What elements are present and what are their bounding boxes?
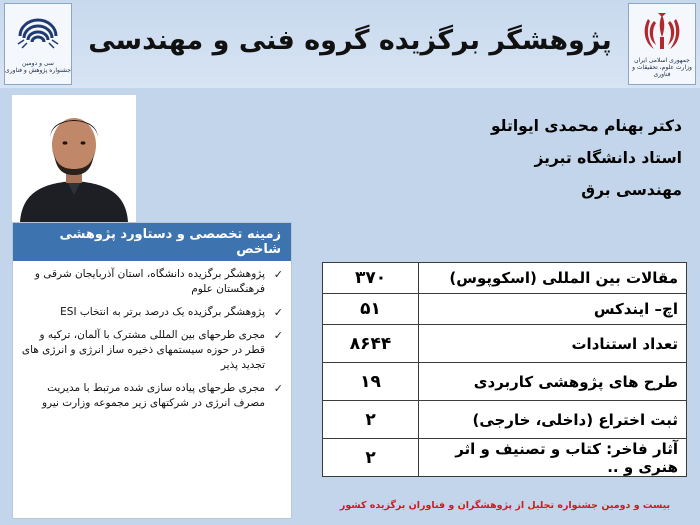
festival-logo-icon xyxy=(10,14,66,58)
stat-label: مقالات بین المللی (اسکوپوس) xyxy=(418,263,686,294)
stats-table xyxy=(322,262,687,477)
achievements-list xyxy=(13,261,291,411)
stat-label: طرح های پژوهشی کاربردی xyxy=(418,363,686,401)
checkmark-icon: ✓ xyxy=(273,306,283,319)
list-item xyxy=(21,381,283,411)
stat-value: ۲ xyxy=(323,401,418,439)
achievement-text: پژوهشگر برگزیده یک درصد برتر به انتخاب ESI xyxy=(60,306,265,318)
profile-details xyxy=(342,110,682,206)
page-title: پژوهشگر برگزیده گروه فنی و مهندسی xyxy=(88,25,612,56)
festival-logo-caption: سی و دومین جشنواره پژوهش و فناوری xyxy=(5,60,71,74)
iran-emblem-icon xyxy=(642,11,682,55)
page-header xyxy=(0,0,700,88)
person-portrait-icon xyxy=(12,95,136,222)
checkmark-icon: ✓ xyxy=(273,329,283,342)
profile-photo xyxy=(12,95,136,222)
ministry-logo xyxy=(628,3,696,85)
list-item xyxy=(21,328,283,373)
achievement-text: مجری طرحهای پیاده سازی شده مرتبط با مدیریت مصرف انرژی در شرکتهای زیر مجموعه وزارت نیرو xyxy=(41,382,265,409)
stat-value: ۱۹ xyxy=(323,363,418,401)
achievements-panel xyxy=(12,222,292,519)
achievement-text: مجری طرحهای بین المللی مشترک با آلمان، ترکیه و قطر در حوزه سیستمهای ذخیره ساز انرژی و انرژی های تجدید پذیر xyxy=(21,329,265,371)
stat-label: ثبت اختراع (داخلی، خارجی) xyxy=(418,401,686,439)
footer-caption: بیست و دومین جشنواره تجلیل از پژوهشگران و فناوران برگزیده کشور xyxy=(339,500,671,511)
researcher-name: دکتر بهنام محمدی ایواتلو xyxy=(490,117,682,135)
checkmark-icon: ✓ xyxy=(273,382,283,395)
festival-logo xyxy=(4,3,72,85)
stat-value: ۳۷۰ xyxy=(323,263,418,294)
researcher-position: استاد دانشگاه تبریز xyxy=(534,149,682,167)
achievements-heading: زمینه تخصصی و دستاورد پژوهشی شاخص xyxy=(13,223,291,261)
checkmark-icon: ✓ xyxy=(273,268,283,281)
stat-value: ۵۱ xyxy=(323,294,418,325)
stat-label: آثار فاخر: کتاب و تصنیف و اثر هنری و .. xyxy=(418,439,686,476)
ministry-logo-caption: جمهوری اسلامی ایران وزارت علوم، تحقیقات و فناوری xyxy=(632,56,692,78)
researcher-field: مهندسی برق xyxy=(581,181,682,199)
stat-value: ۲ xyxy=(365,447,376,468)
list-item xyxy=(21,305,283,320)
list-item xyxy=(21,267,283,297)
stat-label: تعداد استنادات xyxy=(418,325,686,363)
stat-label: اچ– ایندکس xyxy=(418,294,686,325)
stat-value: ۸۶۴۴ xyxy=(323,325,418,363)
achievement-text: پژوهشگر برگزیده دانشگاه، استان آذربایجان شرقی و فرهنگستان علوم xyxy=(34,268,265,295)
